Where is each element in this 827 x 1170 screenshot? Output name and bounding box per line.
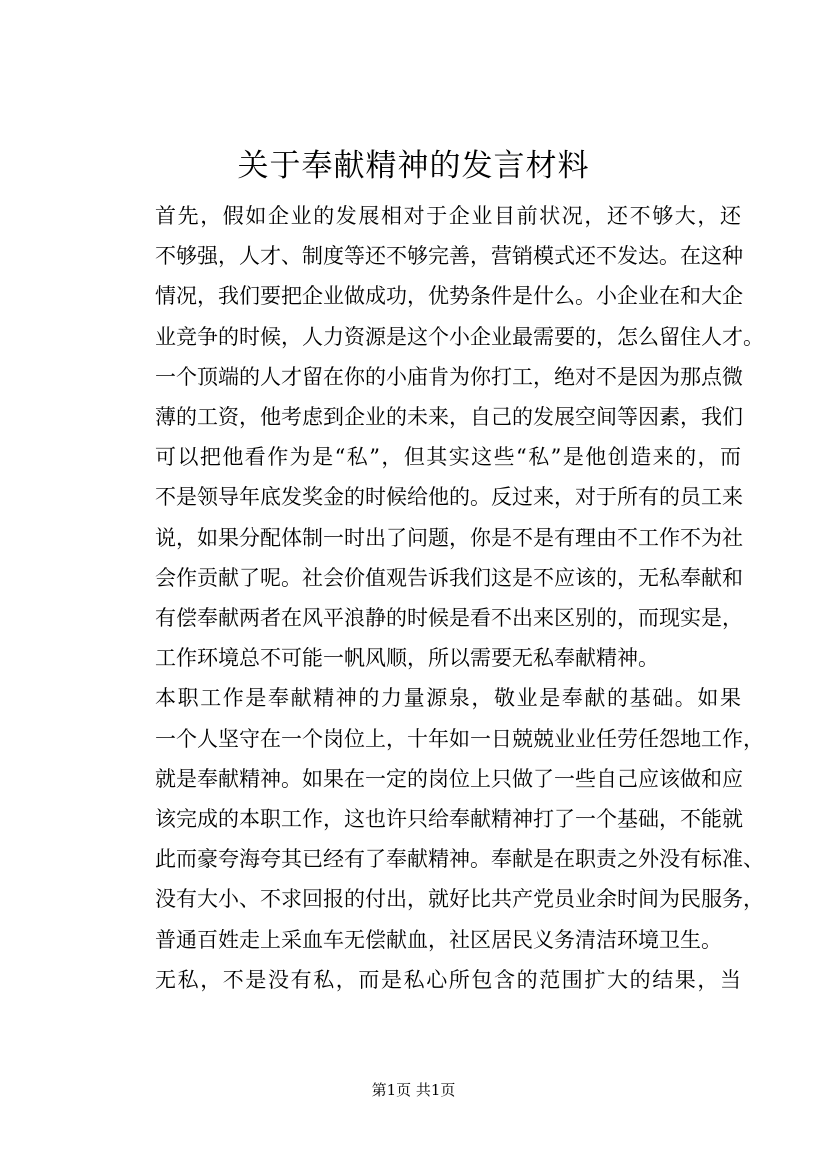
text-line: 情况，我们要把企业做成功，优势条件是什么。小企业在和大企 (155, 284, 743, 309)
text-line: 不够强，人才、制度等还不够完善，营销模式还不发达。在这种 (155, 244, 743, 269)
text-line: 有偿奉献两者在风平浪静的时候是看不出来区别的，而现实是， (155, 606, 743, 631)
document-title: 关于奉献精神的发言材料 (237, 148, 590, 184)
text-line: 薄的工资，他考虑到企业的未来，自己的发展空间等因素，我们 (155, 405, 743, 430)
paragraph-3 (113, 960, 741, 1000)
text-line: 不是领导年底发奖金的时候给他的。反过来，对于所有的员工来 (155, 485, 743, 510)
paragraph-2 (113, 678, 764, 959)
text-line: 一个顶端的人才留在你的小庙肯为你打工，绝对不是因为那点微 (155, 364, 743, 389)
text-line: 就是奉献精神。如果在一定的岗位上只做了一些自己应该做和应 (155, 766, 743, 791)
document-body (113, 196, 764, 1000)
text-line: 说，如果分配体制一时出了问题，你是不是有理由不工作不为社 (155, 525, 743, 550)
text-line: 首先，假如企业的发展相对于企业目前状况，还不够大，还 (155, 204, 741, 228)
text-line: 普通百姓走上采血车无偿献血，社区居民义务清洁环境卫生。 (155, 927, 722, 952)
text-line: 一个人坚守在一个岗位上，十年如一日兢兢业业任劳任怨地工作， (155, 726, 764, 751)
text-line: 该完成的本职工作，这也许只给奉献精神打了一个基础，不能就 (155, 807, 743, 832)
text-line: 会作贡献了呢。社会价值观告诉我们这是不应该的，无私奉献和 (155, 565, 743, 590)
text-line: 本职工作是奉献精神的力量源泉，敬业是奉献的基础。如果 (155, 686, 741, 711)
page-footer: 第1页 共1页 (371, 1081, 456, 1099)
text-line: 业竞争的时候，人力资源是这个小企业最需要的，怎么留住人才。 (155, 324, 764, 349)
text-line: 无私，不是没有私，而是私心所包含的范围扩大的结果，当 (155, 967, 741, 992)
text-line: 工作环境总不可能一帆风顺，所以需要无私奉献精神。 (155, 646, 659, 671)
text-line: 没有大小、不求回报的付出，就好比共产党员业余时间为民服务， (155, 887, 764, 912)
text-line: 此而豪夸海夸其已经有了奉献精神。奉献是在职责之外没有标准、 (155, 847, 764, 872)
text-line: 可以把他看作为是“私”，但其实这些“私”是他创造来的，而 (155, 445, 741, 470)
paragraph-1 (113, 196, 764, 678)
